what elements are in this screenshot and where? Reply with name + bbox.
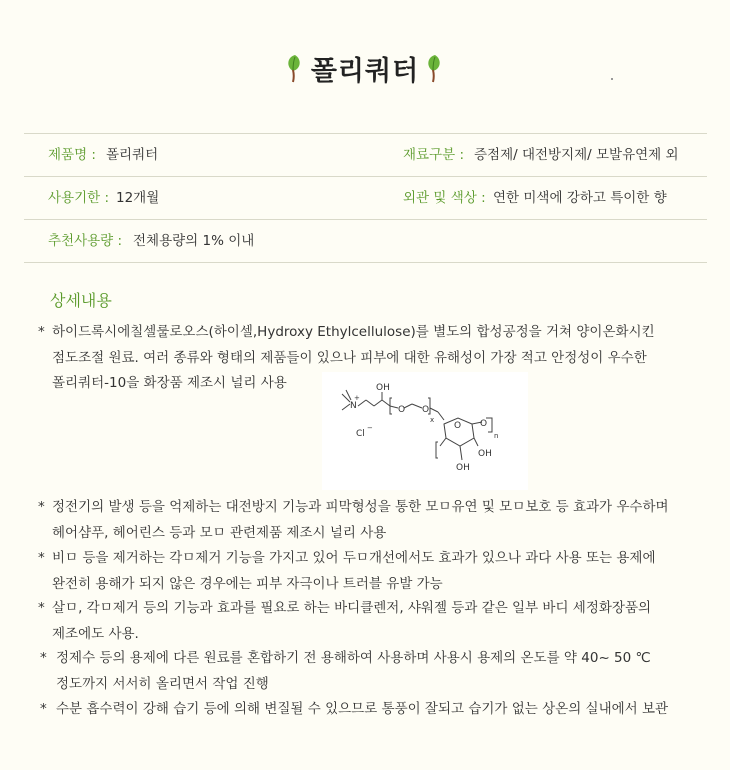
detail-paragraph [40,646,720,697]
page-title: 폴리쿼터 [310,55,420,87]
detail-line: 점도조절 원료. 여러 종류와 형태의 제품들이 있으나 피부에 대한 유해성이 가장 적고 안정성이 우수한 [52,349,647,366]
detail-line: 비ㅁ 등을 제거하는 각ㅁ제거 기능을 가지고 있어 두ㅁ개선에서도 효과가 있으나 과다 사용 또는 용제에 [52,550,656,566]
formula-n-subscript: n [494,432,499,440]
detail-paragraph [40,697,720,723]
detail-line: 정전기의 발생 등을 억제하는 대전방지 기능과 피막형성을 통한 모ㅁ유연 및 모ㅁ보호 등 효과가 우수하며 [52,499,669,515]
formula-n: N [350,401,357,411]
bullet: * [38,324,45,340]
formula-minus: − [367,424,373,432]
formula-ring-o: O [454,421,462,431]
detail-line: 제조에도 사용. [52,625,139,642]
detail-line: 정제수 등의 용제에 다른 원료를 혼합하기 전 용해하여 사용하며 사용시 용제의 온도를 약 40~ 50 ℃ [56,650,651,666]
leaf-sprout-icon [425,53,445,83]
formula-plus: + [354,394,360,402]
detail-line: 수분 흡수력이 강해 습기 등에 의해 변질될 수 있으므로 통풍이 잘되고 습기가 없는 상온의 실내에서 보관 [56,701,669,717]
detail-line: 살ㅁ, 각ㅁ제거 등의 기능과 효과를 필요로 하는 바디클렌저, 샤워젤 등과 같은 일부 바디 세정화장품의 [52,600,652,616]
detail-line: 하이드록시에칠셀룰로오스(하이셀,Hydroxy Ethylcellulose)를 별도의 합성공정을 거쳐 양이온화시킨 [52,324,655,340]
appearance-value: 연한 미색에 강하고 특이한 향 [493,190,667,206]
detail-line: 완전히 용해가 되지 않은 경우에는 피부 자극이나 트러블 유발 가능 [52,575,443,592]
expiry-label: 사용기한 : [48,190,110,206]
usage-label: 추천사용량 : [48,233,123,249]
category-value: 증점제/ 대전방지제/ 모발유연제 외 [474,147,679,163]
formula-oh: OH [376,383,390,393]
dot-mark [611,78,613,80]
appearance-label: 외관 및 색상 : [403,190,486,206]
formula-oh: OH [456,463,470,473]
formula-cl: Cl [356,429,365,439]
formula-o: O [398,405,406,415]
info-row [24,133,707,176]
leaf-sprout-icon [285,53,305,83]
formula-o: O [422,405,430,415]
formula-o: O [480,419,488,429]
polyquaternium-structure-diagram [322,372,528,490]
detail-line: 헤어샴푸, 헤어린스 등과 모ㅁ 관련제품 제조시 널리 사용 [52,524,387,541]
bullet: * [40,650,47,666]
bullet: * [38,600,45,616]
product-name-value: 폴리쿼터 [106,147,159,163]
product-name-label: 제품명 : [48,147,96,163]
expiry-value: 12개월 [116,190,160,206]
formula-oh: OH [478,449,492,459]
detail-paragraph [38,495,718,546]
product-info-table [24,133,707,263]
detail-paragraph [38,546,718,597]
usage-value: 전체용량의 1% 이내 [133,233,255,249]
page-header [0,48,730,88]
bullet: * [40,701,47,717]
bullet: * [38,499,45,515]
formula-x: x [430,416,435,424]
info-row [24,219,707,263]
category-label: 재료구분 : [403,147,465,163]
detail-paragraph [38,596,718,647]
info-row [24,176,707,219]
detail-line: 정도까지 서서히 올리면서 작업 진행 [56,675,269,692]
details-heading: 상세내용 [50,291,112,310]
bullet: * [38,550,45,566]
detail-line: 폴리쿼터-10을 화장품 제조시 널리 사용 [52,375,287,391]
